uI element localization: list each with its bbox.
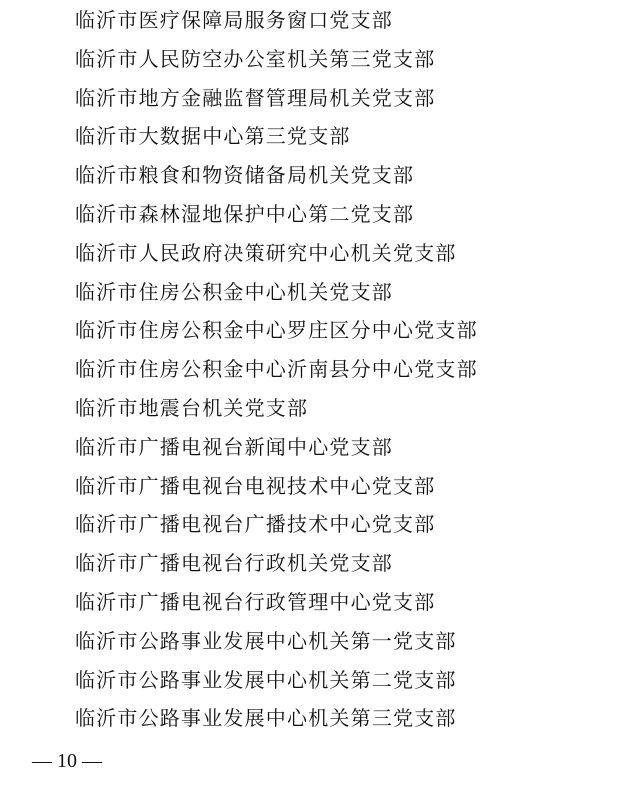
party-branch-list (75, 0, 615, 738)
list-item: 临沂市住房公积金中心机关党支部 (75, 279, 393, 304)
list-item: 临沂市医疗保障局服务窗口党支部 (75, 8, 393, 32)
list-item: 临沂市住房公积金中心罗庄区分中心党支部 (75, 318, 478, 343)
list-item: 临沂市粮食和物资储备局机关党支部 (75, 163, 415, 188)
list-item: 临沂市公路事业发展中心机关第二党支部 (75, 667, 457, 692)
list-item: 临沂市广播电视台广播技术中心党支部 (75, 512, 436, 537)
page-number: — 10 — (32, 750, 102, 772)
list-item: 临沂市人民防空办公室机关第三党支部 (75, 46, 436, 71)
list-item: 临沂市地方金融监督管理局机关党支部 (75, 85, 436, 110)
list-item: 临沂市大数据中心第三党支部 (75, 124, 351, 149)
list-item: 临沂市广播电视台电视技术中心党支部 (75, 473, 436, 498)
list-item: 临沂市公路事业发展中心机关第一党支部 (75, 628, 457, 653)
list-item: 临沂市广播电视台行政机关党支部 (75, 551, 393, 576)
list-item: 临沂市住房公积金中心沂南县分中心党支部 (75, 357, 478, 382)
list-item: 临沂市地震台机关党支部 (75, 395, 309, 420)
list-item: 临沂市广播电视台行政管理中心党支部 (75, 589, 436, 614)
list-item: 临沂市公路事业发展中心机关第三党支部 (75, 706, 457, 731)
list-item: 临沂市人民政府决策研究中心机关党支部 (75, 240, 457, 265)
list-item: 临沂市森林湿地保护中心第二党支部 (75, 201, 415, 226)
list-item: 临沂市广播电视台新闻中心党支部 (75, 434, 393, 459)
